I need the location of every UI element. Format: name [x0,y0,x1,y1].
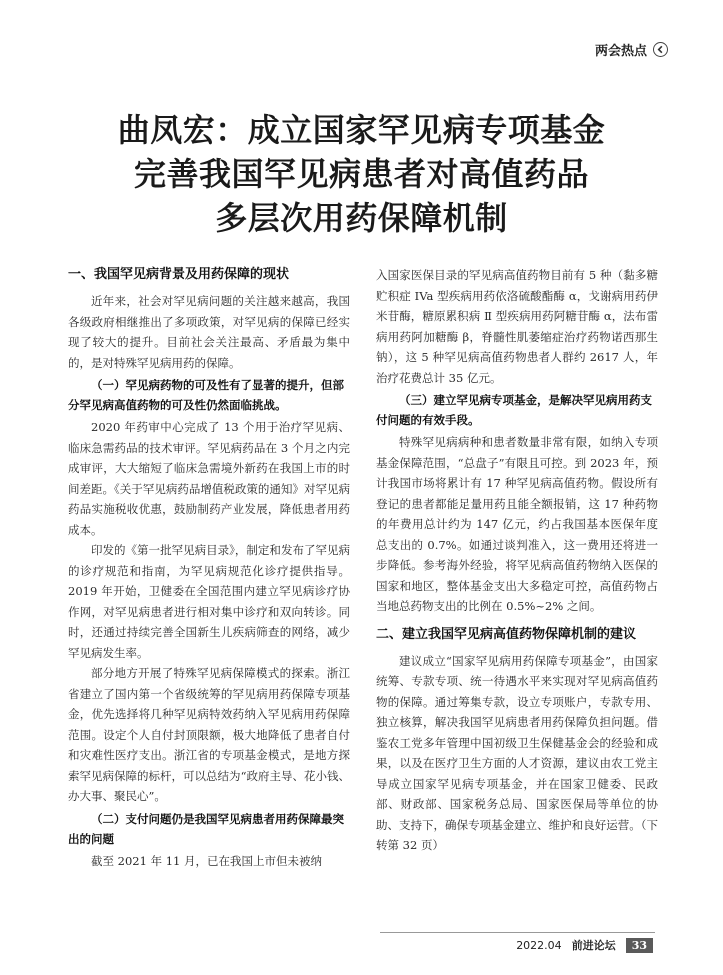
sub-heading-2: （二）支付问题仍是我国罕见病患者用药保障最突出的问题 [68,811,344,846]
left-column [68,265,350,871]
paragraph: 特殊罕见病病种和患者数量非常有限，如纳入专项基金保障范围，“总盘子”有限且可控。到 2023 年，预计我国市场将累计有 17 种罕见病高值药物。假设所有登记的患者都能足量用药且能全额报销，这 17 种药物的年费用总计约为 147 亿元，约占我国基本医保年度总支出的 0.7%。如通过谈判准入，这一费用还将进一步降低。参考海外经验，将罕见病高值药物纳入医保的国家和地区，整体基金支出大多稳定可控，高值药物占当地总药物支出的比例在 0.5%~2% 之间。 [376,435,658,613]
title-line-3: 多层次用药保障机制 [215,199,508,237]
page-footer [516,937,653,953]
paragraph: 印发的《第一批罕见病目录》，制定和发布了罕见病的诊疗规范和指南，为罕见病规范化诊疗提供指导。2019 年开始，卫健委在全国范围内建立罕见病诊疗协作网，对罕见病患者进行相对集中诊疗和双向转诊。同时，还通过持续完善全国新生儿疾病筛查的网络，减少罕见病发生率。 [68,543,350,660]
paragraph: 入国家医保目录的罕见病高值药物目前有 5 种（黏多糖贮积症 IVa 型疾病用药依洛硫酸酯酶 α，戈谢病用药伊米苷酶，糖原累积病 Ⅱ 型疾病用药阿糖苷酶 α，法布雷病用药阿加糖酶 β，脊髓性肌萎缩症治疗药物诺西那生钠），这 5 种罕见病高值药物患者人群约 2617 人，年治疗花费总计 35 亿元。 [376,268,658,385]
section-heading-1: 一、我国罕见病背景及用药保障的现状 [68,267,290,282]
section-header [595,40,668,59]
paragraph: 2020 年药审中心完成了 13 个用于治疗罕见病、临床急需药品的技术审评。罕见病药品在 3 个月之内完成审评，大大缩短了临床急需境外新药在我国上市的时间差距。《关于罕见病药品增值税政策的通知》对罕见病药品实施税收优惠，鼓励制药产业发展，降低患者用药成本。 [68,420,350,537]
article-title [0,108,723,240]
title-line-1: 曲凤宏：成立国家罕见病专项基金 [117,111,606,149]
paragraph: 近年来，社会对罕见病问题的关注越来越高，我国各级政府相继推出了多项政策，对罕见病的保障已经实现了较大的提升。目前社会关注最高、矛盾最为集中的，是对特殊罕见病用药的保障。 [68,294,350,370]
page-number: 33 [626,938,653,953]
circle-arrow-left-icon [653,42,668,57]
section-heading-2: 二、建立我国罕见病高值药物保障机制的建议 [376,626,637,642]
arrow-left-icon-svg [656,45,665,54]
issue-date: 2022.04 [516,938,562,952]
paragraph: 部分地方开展了特殊罕见病保障模式的探索。浙江省建立了国内第一个省级统筹的罕见病用药保障专项基金，优先选择将几种罕见病特效药纳入罕见病用药保障范围。设定个人自付封顶限额，极大地降低了患者自付和灾难性医疗支出。浙江省的专项基金模式，是地方探索罕见病保障的标杆，可以总结为“政府主导、花小钱、办大事、聚民心”。 [68,666,350,803]
sub-heading-1: （一）罕见病药物的可及性有了显著的提升，但部分罕见病高值药物的可及性仍然面临挑战。 [68,378,344,412]
title-line-2: 完善我国罕见病患者对高值药品 [133,155,589,193]
magazine-name: 前进论坛 [571,939,616,952]
section-label: 两会热点 [594,44,647,59]
sub-heading-3: （三）建立罕见病专项基金，是解决罕见病用药支付问题的有效手段。 [376,393,652,427]
footer-divider [380,932,655,933]
paragraph: 建议成立“国家罕见病用药保障专项基金”，由国家统筹、专款专项、统一待遇水平来实现对罕见病高值药物的保障。通过筹集专款，设立专项账户，专款专用、独立核算，解决我国罕见病患者用药保障负担问题。借鉴农工党多年管理中国初级卫生保健基金会的经验和成果，以及在医疗卫生方面的人才资源，建议由农工党主导成立国家罕见病专项基金，并在国家卫健委、民政部、财政部、国家税务总局、国家医保局等单位的协助、支持下，确保专项基金建立、维护和良好运营。（下转第 32 页） [376,653,658,852]
right-column [376,265,658,856]
paragraph: 截至 2021 年 11 月，已在我国上市但未被纳 [91,853,323,868]
